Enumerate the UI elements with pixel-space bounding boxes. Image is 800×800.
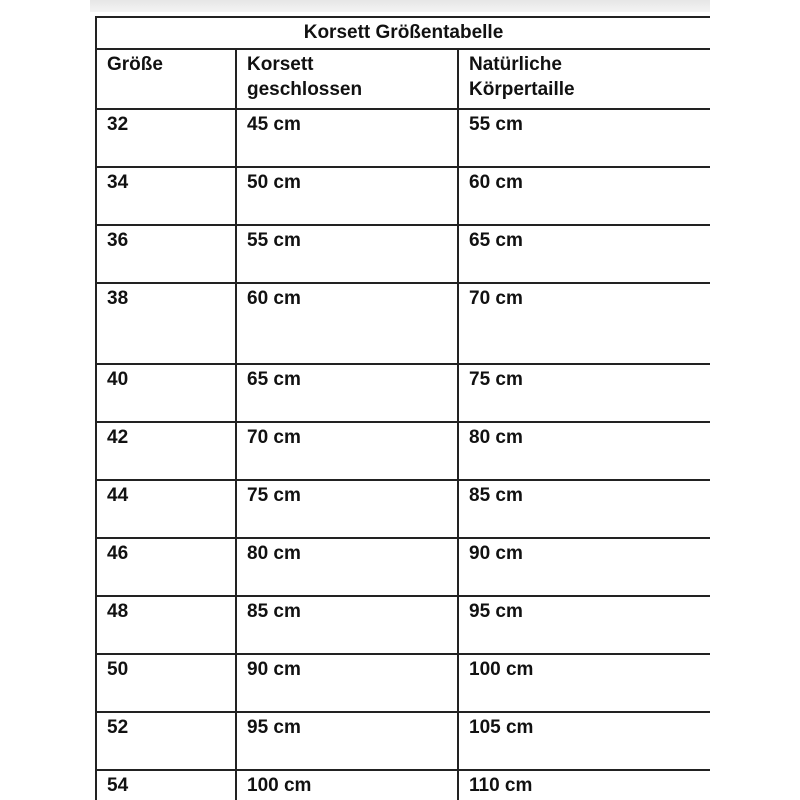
cell-corset-closed: 100 cm [236,770,458,800]
cell-size: 34 [96,167,236,225]
top-strip [90,0,710,12]
cell-size: 40 [96,364,236,422]
cell-natural-waist: 100 cm [458,654,710,712]
cell-size: 36 [96,225,236,283]
cell-natural-waist: 55 cm [458,109,710,167]
table-row [96,109,710,167]
table-row [96,225,710,283]
table-row [96,596,710,654]
cell-size: 48 [96,596,236,654]
table-row [96,283,710,364]
right-margin [710,0,800,800]
cell-natural-waist: 90 cm [458,538,710,596]
cell-corset-closed: 70 cm [236,422,458,480]
cell-natural-waist: 85 cm [458,480,710,538]
cell-corset-closed: 90 cm [236,654,458,712]
table-row [96,422,710,480]
cell-corset-closed: 65 cm [236,364,458,422]
left-margin [0,0,90,800]
size-table [95,16,710,800]
cell-natural-waist: 95 cm [458,596,710,654]
cell-corset-closed: 85 cm [236,596,458,654]
header-size: Größe [96,49,236,109]
cell-natural-waist: 105 cm [458,712,710,770]
cell-natural-waist: 60 cm [458,167,710,225]
cell-size: 42 [96,422,236,480]
title-row [96,17,710,49]
cell-size: 32 [96,109,236,167]
cell-corset-closed: 80 cm [236,538,458,596]
header-natural-waist: Natürliche Körpertaille [458,49,710,109]
cell-natural-waist: 70 cm [458,283,710,364]
table-row [96,538,710,596]
cell-natural-waist: 75 cm [458,364,710,422]
cell-size: 54 [96,770,236,800]
table-title: Korsett Größentabelle [96,17,710,49]
cell-corset-closed: 45 cm [236,109,458,167]
cell-corset-closed: 75 cm [236,480,458,538]
cell-natural-waist: 80 cm [458,422,710,480]
cell-size: 44 [96,480,236,538]
table-row [96,712,710,770]
cell-corset-closed: 95 cm [236,712,458,770]
table-row [96,480,710,538]
table-row [96,167,710,225]
cell-corset-closed: 50 cm [236,167,458,225]
cell-natural-waist: 65 cm [458,225,710,283]
cell-size: 38 [96,283,236,364]
table-row [96,770,710,800]
cell-size: 46 [96,538,236,596]
table-row [96,654,710,712]
header-row [96,49,710,109]
size-chart-sheet [90,12,710,800]
table-row [96,364,710,422]
header-corset-closed: Korsett geschlossen [236,49,458,109]
cell-corset-closed: 60 cm [236,283,458,364]
cell-natural-waist: 110 cm [458,770,710,800]
cell-size: 52 [96,712,236,770]
cell-size: 50 [96,654,236,712]
cell-corset-closed: 55 cm [236,225,458,283]
